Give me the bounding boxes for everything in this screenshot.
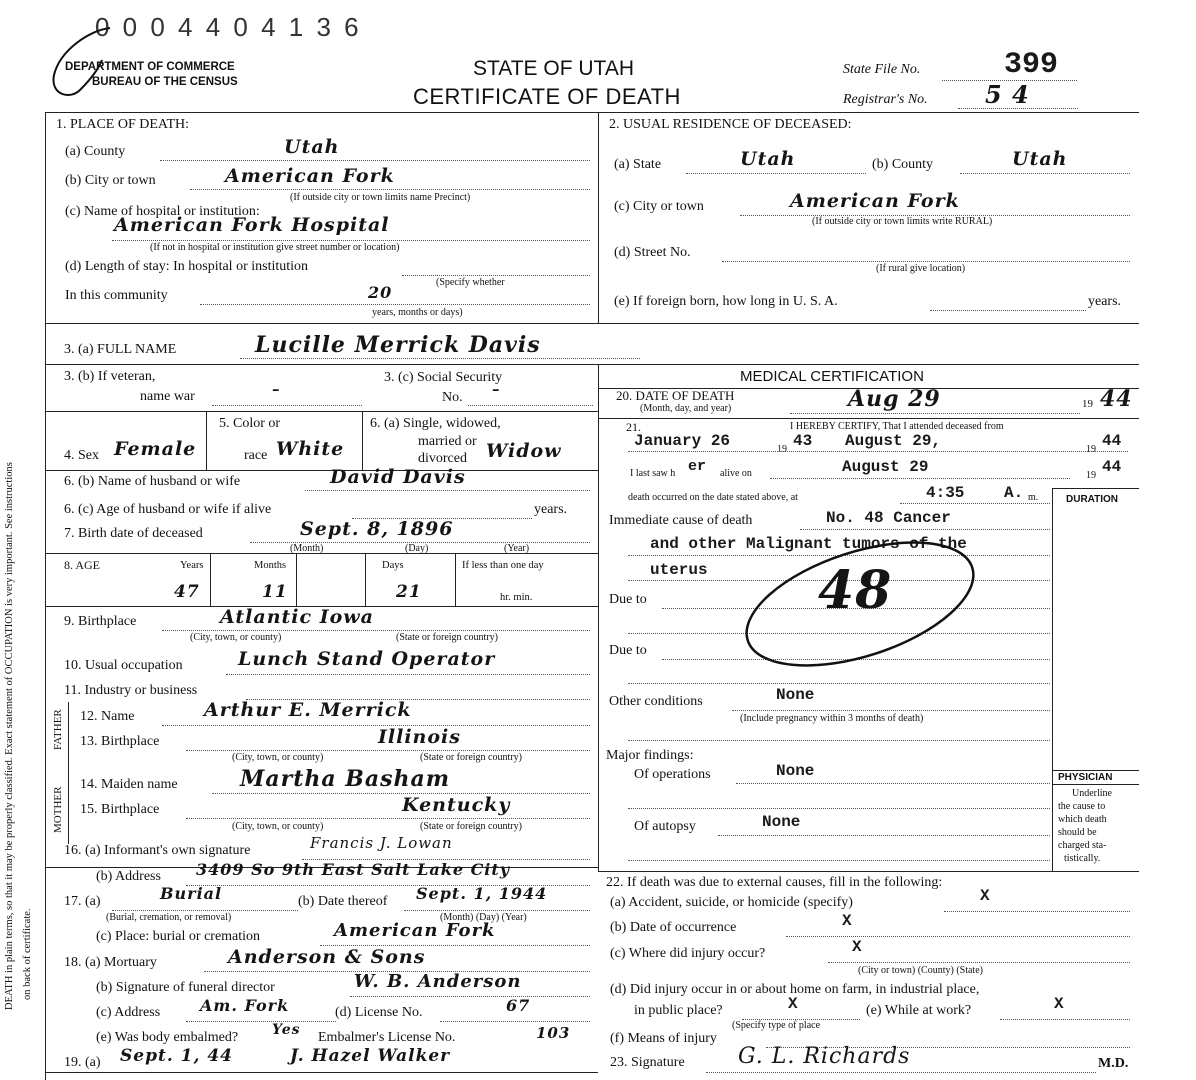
ss-no-label: No. — [442, 390, 463, 405]
physician-note-2: the cause to — [1058, 801, 1106, 812]
mortuary-name: Anderson & Sons — [228, 946, 426, 968]
father-bp-state-note: (State or foreign country) — [420, 752, 522, 763]
mother-birthplace: Kentucky — [402, 794, 511, 816]
burial-place-label: (c) Place: burial or cremation — [96, 929, 261, 944]
from-year: 43 — [793, 432, 813, 450]
color-label: 5. Color or — [219, 416, 281, 431]
birthplace-state-note: (State or foreign country) — [396, 632, 498, 643]
work-value: X — [1054, 995, 1064, 1013]
race-label: race — [244, 448, 268, 463]
occupation: Lunch Stand Operator — [238, 648, 496, 670]
operations-label: Of operations — [634, 767, 711, 782]
foreign-years: years. — [1088, 294, 1122, 309]
date-thereof-label: (b) Date thereof — [298, 894, 388, 909]
sex: Female — [114, 438, 197, 460]
mother-maiden-name: Martha Basham — [240, 766, 451, 792]
age-months-col: Months — [254, 560, 287, 571]
alive-on: alive on — [720, 468, 752, 479]
major-findings-label: Major findings: — [606, 748, 694, 763]
length-of-stay-label: (d) Length of stay: In hospital or institution — [65, 259, 309, 274]
attended-from: January 26 — [634, 432, 731, 450]
community-label: In this community — [65, 288, 168, 303]
age-label: 8. AGE — [64, 558, 100, 572]
row19-label: 19. (a) — [64, 1055, 101, 1070]
physician-box-title: PHYSICIAN — [1058, 772, 1113, 783]
cause-line-3: uterus — [650, 561, 708, 579]
veteran-war: – — [272, 380, 281, 398]
side-instructions: DEATH in plain terms, so that it may be properly classified. Exact statement of OCCUPATION is very important. See instructions — [4, 462, 15, 1010]
embalmed-label: (e) Was body embalmed? — [96, 1030, 239, 1045]
physician-note-1: Underline — [1072, 788, 1112, 799]
father-name: Arthur E. Merrick — [204, 699, 412, 721]
month-note: (Month) — [290, 543, 324, 554]
dod-year: 44 — [1100, 386, 1133, 412]
dod-note: (Month, day, and year) — [640, 403, 732, 414]
certify-text: I HEREBY CERTIFY, That I attended deceased from — [790, 421, 1004, 432]
due-to-1-label: Due to — [609, 592, 647, 607]
burial-method: Burial — [160, 884, 223, 903]
hospital-note: (If not in hospital or institution give street number or location) — [150, 242, 400, 253]
physician-signature: G. L. Richards — [738, 1044, 911, 1069]
dod-label: 20. DATE OF DEATH — [616, 388, 735, 403]
res-county: Utah — [1012, 148, 1068, 170]
mother-name-label: 14. Maiden name — [80, 777, 178, 792]
means-label: (f) Means of injury — [610, 1031, 717, 1046]
mortuary-address-label: (c) Address — [96, 1005, 161, 1020]
industry-label: 11. Industry or business — [64, 683, 198, 698]
funeral-director-label: (b) Signature of funeral director — [96, 980, 275, 995]
residence-title: 2. USUAL RESIDENCE OF DECEASED: — [609, 117, 852, 132]
immediate-cause-label: Immediate cause of death — [609, 513, 753, 528]
community-stay: 20 — [368, 283, 393, 302]
accident-label: (a) Accident, suicide, or homicide (specify) — [610, 895, 853, 910]
home-label: (d) Did injury occur in or about home on farm, in industrial place, — [610, 982, 980, 997]
father-bp-label: 13. Birthplace — [80, 734, 160, 749]
age-years-col: Years — [180, 560, 204, 571]
license-label: (d) License No. — [335, 1005, 423, 1020]
time-of-death: 4:35 — [926, 484, 965, 502]
rural-note: (If rural give location) — [876, 263, 966, 274]
ss-number: – — [492, 380, 501, 398]
birthplace: Atlantic Iowa — [220, 606, 374, 628]
burial-note: (Burial, cremation, or removal) — [106, 912, 232, 923]
where-label: (c) Where did injury occur? — [610, 946, 766, 961]
external-causes-label: 22. If death was due to external causes, fill in the following: — [606, 875, 943, 890]
marital-status: Widow — [486, 440, 562, 462]
mother-bp-state-note: (State or foreign country) — [420, 821, 522, 832]
father-name-label: 12. Name — [80, 709, 135, 724]
res-city: American Fork — [790, 190, 960, 212]
last-saw-her: er — [688, 458, 707, 475]
marital-label-3: divorced — [418, 451, 467, 466]
operations: None — [776, 762, 815, 780]
ymd-note: years, months or days) — [372, 307, 463, 318]
place-of-death-title: 1. PLACE OF DEATH: — [56, 117, 190, 132]
full-name-label: 3. (a) FULL NAME — [64, 342, 177, 357]
certificate-number: 0 0 0 4 4 0 4 1 3 6 — [95, 12, 362, 42]
burial-label: 17. (a) — [64, 894, 101, 909]
res-city-note: (If outside city or town limits write RURAL) — [812, 216, 993, 227]
row19-signature: J. Hazel Walker — [290, 1046, 451, 1066]
informant-address: 3409 So 9th East Salt Lake City — [196, 860, 511, 879]
husband-name: David Davis — [330, 466, 466, 488]
specify-whether: (Specify whether — [436, 277, 505, 288]
physician-note-5: charged sta- — [1058, 840, 1107, 851]
death-county-label: (a) County — [65, 144, 126, 159]
last-saw-label: I last saw h — [630, 468, 676, 479]
foreign-label: (e) If foreign born, how long in U. S. A. — [614, 294, 838, 309]
physician-note-4: should be — [1058, 827, 1097, 838]
state-file-number: 399 — [1004, 48, 1059, 82]
death-city: American Fork — [225, 165, 395, 187]
embalmed-answer: Yes — [272, 1022, 301, 1038]
marital-label-1: 6. (a) Single, widowed, — [370, 416, 501, 431]
mortuary-label: 18. (a) Mortuary — [64, 955, 157, 970]
father-bp-city-note: (City, town, or county) — [232, 752, 324, 763]
street-label: (d) Street No. — [614, 245, 691, 260]
father-side-label: FATHER — [52, 709, 64, 750]
medical-cert-title: MEDICAL CERTIFICATION — [740, 368, 924, 385]
am-pm: A. — [1004, 484, 1024, 502]
registrar-label: Registrar's No. — [843, 92, 928, 107]
last-saw-date: August 29 — [842, 458, 929, 476]
father-birthplace: Illinois — [378, 726, 461, 748]
cause-line-1: No. 48 Cancer — [826, 509, 951, 527]
death-city-label: (b) City or town — [65, 173, 156, 188]
specify-place-note: (Specify type of place — [732, 1020, 821, 1031]
physician-note-6: tistically. — [1064, 853, 1101, 864]
department-label: DEPARTMENT OF COMMERCE — [65, 61, 235, 73]
death-county: Utah — [284, 136, 340, 158]
age-years: 47 — [174, 582, 200, 602]
cause-code: 48 — [818, 560, 893, 621]
bureau-label: BUREAU OF THE CENSUS — [92, 76, 238, 88]
signature-label: 23. Signature — [610, 1055, 685, 1070]
marital-label-2: married or — [418, 434, 477, 449]
md-label: M.D. — [1098, 1056, 1129, 1071]
veteran-label: 3. (b) If veteran, — [64, 369, 156, 384]
state-title: STATE OF UTAH — [473, 57, 634, 80]
dod-nineteen: 19 — [1082, 398, 1093, 410]
mother-side-label: MOTHER — [52, 786, 64, 833]
occurrence-value: X — [842, 912, 852, 930]
mother-bp-label: 15. Birthplace — [80, 802, 160, 817]
work-label: (e) While at work? — [866, 1003, 972, 1018]
mortuary-address: Am. Fork — [200, 996, 290, 1015]
birthdate-label: 7. Birth date of deceased — [64, 526, 203, 541]
hospital-name: American Fork Hospital — [114, 214, 390, 236]
death-city-note: (If outside city or town limits name Precinct) — [290, 192, 471, 203]
embalmer-license: 103 — [536, 1024, 571, 1042]
from-nineteen: 19 — [777, 444, 787, 455]
informant-label: 16. (a) Informant's own signature — [64, 843, 251, 858]
burial-date: Sept. 1, 1944 — [416, 884, 548, 903]
where-note: (City or town) (County) (State) — [858, 965, 983, 976]
to-year: 44 — [1102, 432, 1122, 450]
due-to-2-label: Due to — [609, 643, 647, 658]
occurrence-label: (b) Date of occurrence — [610, 920, 737, 935]
other-conditions-label: Other conditions — [609, 694, 703, 709]
physician-note-3: which death — [1058, 814, 1107, 825]
cause-line-2: and other Malignant tumors of the — [650, 535, 967, 553]
date-of-death: Aug 29 — [848, 386, 941, 412]
age-lessday-col: If less than one day — [462, 560, 544, 571]
row19-date: Sept. 1, 44 — [120, 1046, 233, 1066]
res-state-label: (a) State — [614, 157, 662, 172]
mother-bp-city-note: (City, town, or county) — [232, 821, 324, 832]
burial-place: American Fork — [334, 920, 496, 941]
cert-21-label: 21. — [626, 420, 641, 434]
state-file-label: State File No. — [843, 62, 921, 77]
autopsy: None — [762, 813, 801, 831]
side-instructions-2: on back of certificate. — [22, 908, 33, 1000]
funeral-director-signature: W. B. Anderson — [354, 971, 522, 992]
mdy-note: (Month) (Day) (Year) — [440, 912, 527, 923]
occupation-label: 10. Usual occupation — [64, 658, 183, 673]
autopsy-label: Of autopsy — [634, 819, 696, 834]
age-husband-years: years. — [534, 502, 568, 517]
last-saw-nineteen: 19 — [1086, 470, 1096, 481]
namewar-label: name war — [140, 389, 195, 404]
res-county-label: (b) County — [872, 157, 934, 172]
informant-signature: Francis J. Lowan — [310, 834, 453, 852]
attended-to: August 29, — [845, 432, 942, 450]
m-word: m. — [1028, 492, 1039, 503]
registrar-number: 5 4 — [985, 80, 1030, 109]
year-note: (Year) — [504, 543, 530, 554]
age-days-col: Days — [382, 560, 404, 571]
embalmer-license-label: Embalmer's License No. — [318, 1030, 456, 1045]
last-saw-year: 44 — [1102, 458, 1122, 476]
sex-label: 4. Sex — [64, 448, 99, 463]
age-husband-label: 6. (c) Age of husband or wife if alive — [64, 502, 272, 517]
hospital-label: (c) Name of hospital or institution: — [65, 204, 260, 219]
age-months: 11 — [262, 582, 288, 602]
birthplace-label: 9. Birthplace — [64, 614, 137, 629]
age-days: 21 — [396, 582, 422, 602]
where-value: X — [852, 938, 862, 956]
other-conditions: None — [776, 686, 815, 704]
ss-label: 3. (c) Social Security — [384, 370, 503, 385]
full-name: Lucille Merrick Davis — [255, 332, 541, 358]
race: White — [276, 438, 345, 460]
birthplace-city-note: (City, town, or county) — [190, 632, 282, 643]
duration-label: DURATION — [1066, 494, 1119, 505]
birth-date: Sept. 8, 1896 — [300, 518, 454, 540]
day-note: (Day) — [405, 543, 429, 554]
res-city-label: (c) City or town — [614, 199, 704, 214]
pregnancy-note: (Include pregnancy within 3 months of death) — [740, 713, 924, 724]
death-occurred: death occurred on the date stated above, at — [628, 492, 798, 503]
informant-address-label: (b) Address — [96, 869, 161, 884]
certificate-title: CERTIFICATE OF DEATH — [413, 84, 681, 109]
res-state: Utah — [740, 148, 796, 170]
to-nineteen: 19 — [1086, 444, 1096, 455]
age-hrmin: hr. min. — [500, 592, 533, 603]
accident-value: X — [980, 887, 990, 905]
license-number: 67 — [506, 996, 531, 1015]
husband-label: 6. (b) Name of husband or wife — [64, 474, 241, 489]
public-place-label: in public place? — [634, 1003, 723, 1018]
public-value: X — [788, 995, 798, 1013]
